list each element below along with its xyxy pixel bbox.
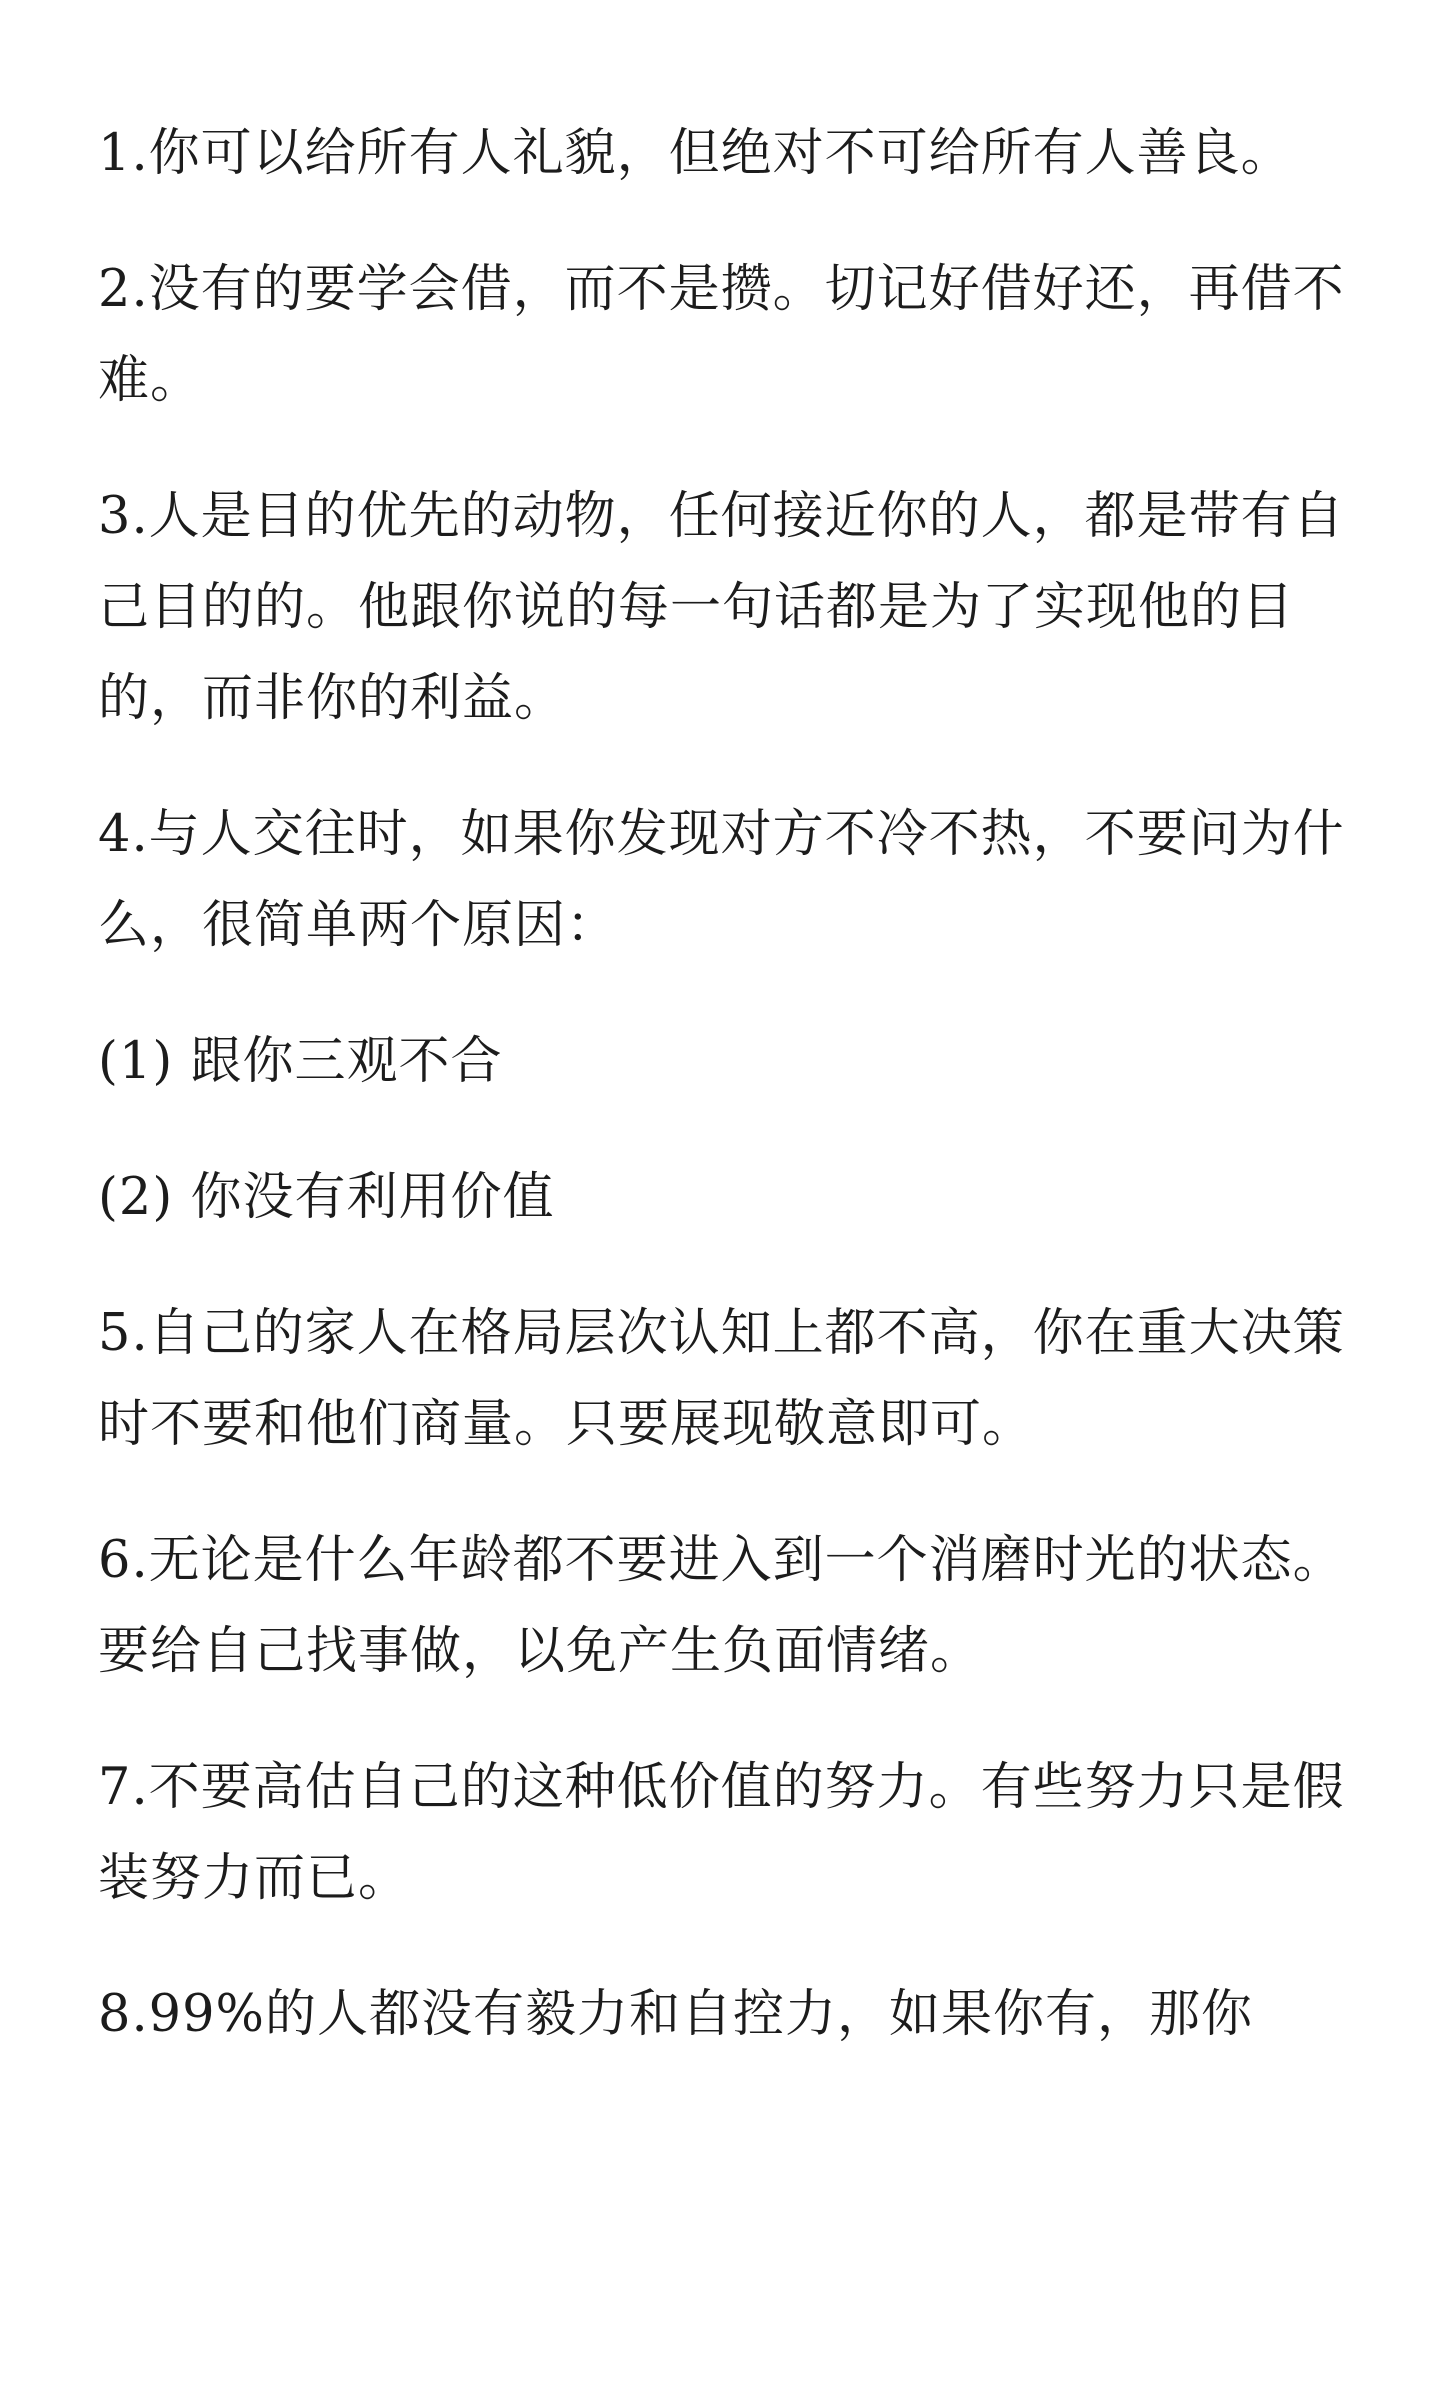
paragraph-8: 8.99%的人都没有毅力和自控力，如果你有，那你 [98,1985,1254,2044]
paragraph-6: 6.无论是什么年龄都不要进入到一个消磨时光的状态。要给自己找事做，以免产生负面情绪。 [98,1531,1345,1681]
article-body [98,108,1348,2060]
paragraph-1: 1.你可以给所有人礼貌，但绝对不可给所有人善良。 [98,124,1293,183]
paragraph-2: 2.没有的要学会借，而不是攒。切记好借好还，再借不难。 [98,260,1345,410]
paragraph-5: 5.自己的家人在格局层次认知上都不高，你在重大决策时不要和他们商量。只要展现敬意即可。 [98,1304,1345,1454]
paragraph-7: 7.不要高估自己的这种低价值的努力。有些努力只是假装努力而已。 [98,1758,1345,1908]
paragraph-4-reason-2: (2) 你没有利用价值 [98,1168,555,1227]
paragraph-3: 3.人是目的优先的动物，任何接近你的人，都是带有自己目的的。他跟你说的每一句话都是为了实现他的目的，而非你的利益。 [98,487,1345,728]
paragraph-4-reason-1: (1) 跟你三观不合 [98,1032,503,1091]
paragraph-4: 4.与人交往时，如果你发现对方不冷不热，不要问为什么，很简单两个原因： [98,805,1345,955]
